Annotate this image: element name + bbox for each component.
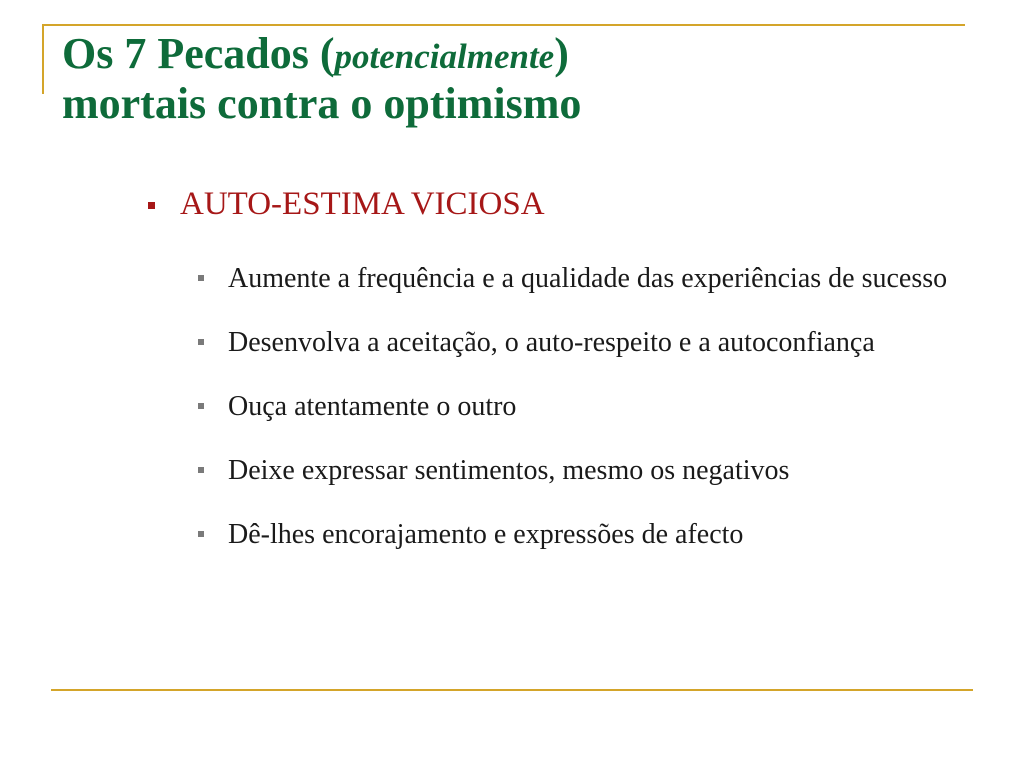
square-bullet-icon — [148, 202, 155, 209]
list-item-text: Ouça atentamente o outro — [228, 391, 517, 422]
list-item-text: Aumente a frequência e a qualidade das experiências de sucesso — [228, 263, 948, 294]
title-text-part2: ) — [554, 29, 569, 78]
square-bullet-icon — [198, 467, 204, 473]
list-item — [196, 443, 956, 499]
frame-bottom-line — [51, 689, 973, 691]
list-item — [196, 379, 956, 435]
list-item — [196, 251, 956, 307]
title-line-2: mortais contra o optimismo — [62, 79, 582, 128]
list-item — [196, 315, 956, 371]
square-bullet-icon — [198, 339, 204, 345]
section-heading-text: AUTO-ESTIMA VICIOSA — [180, 186, 545, 222]
title-text-part1: Os 7 Pecados ( — [62, 29, 335, 78]
list-item-text: Dê-lhes encorajamento e expressões de afecto — [228, 519, 744, 550]
list-item-text: Deixe expressar sentimentos, mesmo os negativos — [228, 455, 790, 486]
square-bullet-icon — [198, 531, 204, 537]
list-item-text: Desenvolva a aceitação, o auto-respeito e a autoconfiança — [228, 327, 875, 358]
slide-title — [62, 30, 962, 127]
title-italic-word: potencialmente — [334, 37, 555, 76]
square-bullet-icon — [198, 403, 204, 409]
frame-left-line — [42, 24, 44, 94]
title-line-1 — [62, 30, 962, 80]
frame-top-line — [42, 24, 965, 26]
square-bullet-icon — [198, 275, 204, 281]
bullet-list — [196, 251, 956, 571]
list-item — [196, 507, 956, 563]
